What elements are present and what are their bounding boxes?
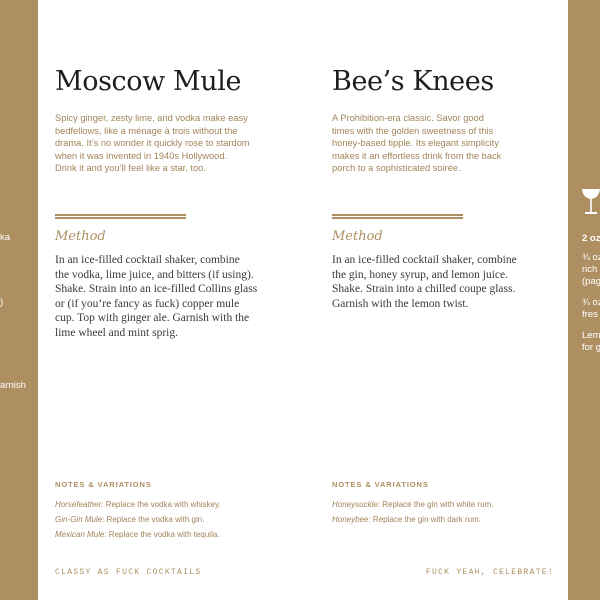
note-item [55, 527, 221, 542]
method-line: In an ice-filled cocktail shaker, combine [332, 254, 517, 266]
recipe-title: Bee’s Knees [332, 66, 494, 97]
note-text: Replace the gin with white rum. [380, 500, 494, 509]
edge-fragment: ka [0, 232, 11, 243]
method-heading: Method [55, 229, 106, 244]
right-page-edge [568, 0, 603, 600]
note-variant-name: Honeybee: [332, 515, 371, 524]
method-text [332, 253, 517, 311]
note-item [332, 512, 493, 527]
intro-line: drama. It’s no wonder it quickly rose to stardom [55, 138, 250, 149]
method-text [55, 253, 257, 340]
notes-list [55, 497, 221, 542]
method-heading: Method [332, 229, 383, 244]
page-footer: FUCK YEAH, CELEBRATE! [425, 568, 554, 577]
double-rule-divider [55, 214, 186, 219]
recipe-intro [332, 112, 501, 175]
intro-line: times with the golden sweetness of this [332, 125, 494, 136]
notes-list [332, 497, 493, 527]
edge-fragment: (pag [582, 276, 602, 287]
intro-line: honey-based tipple. Its elegant simplicity [332, 138, 499, 149]
notes-heading: NOTES & VARIATIONS [332, 480, 429, 489]
intro-line: Spicy ginger, zesty lime, and vodka make easy [55, 113, 248, 123]
edge-fragment: Lem [582, 330, 601, 341]
edge-fragment: arnish [0, 380, 26, 391]
intro-line: A Prohibition-era classic. Savor good [332, 113, 484, 123]
edge-fragment: rich [582, 264, 598, 275]
recipe-page-moscow-mule [38, 0, 315, 600]
method-line: Shake. Strain into an ice-filled Collins glass [55, 283, 258, 295]
method-line: In an ice-filled cocktail shaker, combine [55, 254, 240, 266]
method-line: cup. Top with ginger ale. Garnish with the [55, 312, 250, 324]
edge-fragment: 2 oz [582, 233, 601, 244]
edge-fragment: ¾ oz [582, 297, 603, 308]
intro-line: bedfellows, like a ménage à trois without the [55, 125, 238, 136]
intro-line: when it was invented in 1940s Hollywood. [55, 150, 228, 161]
note-text: Replace the vodka with whiskey. [103, 500, 221, 509]
notes-heading: NOTES & VARIATIONS [55, 480, 152, 489]
method-line: the vodka, lime juice, and bitters (if using). [55, 268, 254, 281]
note-variant-name: Mexican Mule: [55, 530, 107, 539]
note-text: Replace the gin with dark rum. [370, 515, 481, 524]
edge-fragment: ) [0, 297, 4, 308]
edge-fragment: ¾ oz [582, 252, 603, 263]
note-item [55, 497, 221, 512]
intro-line: makes it an effortless drink from the back [332, 150, 502, 161]
method-line: or (if you’re fancy as fuck) copper mule [55, 297, 240, 310]
edge-fragment: fres [582, 309, 598, 320]
recipe-page-bees-knees [315, 0, 568, 600]
note-item [332, 497, 493, 512]
note-text: Replace the vodka with tequila. [106, 530, 220, 539]
intro-line: Drink it and you’ll feel like a star, too. [55, 163, 206, 174]
recipe-intro [55, 112, 250, 175]
intro-line: porch to a sophisticated soirée. [332, 163, 461, 174]
double-rule-divider [332, 214, 463, 219]
recipe-title: Moscow Mule [55, 66, 242, 97]
method-line: lime wheel and mint sprig. [55, 326, 178, 339]
method-line: Shake. Strain into a chilled coupe glass. [332, 283, 516, 295]
method-line: Garnish with the lemon twist. [332, 297, 469, 310]
note-text: Replace the vodka with gin. [104, 515, 205, 524]
note-variant-name: Honeysuckle: [332, 500, 381, 509]
left-page-edge [0, 0, 38, 600]
note-variant-name: Gin-Gin Mule: [55, 515, 105, 524]
note-variant-name: Horsefeather: [55, 500, 104, 509]
edge-fragment: for g [582, 342, 602, 353]
method-line: the gin, honey syrup, and lemon juice. [332, 268, 508, 281]
coupe-glass-icon [581, 187, 601, 217]
page-footer: CLASSY AS FUCK COCKTAILS [55, 568, 202, 577]
note-item [55, 512, 221, 527]
